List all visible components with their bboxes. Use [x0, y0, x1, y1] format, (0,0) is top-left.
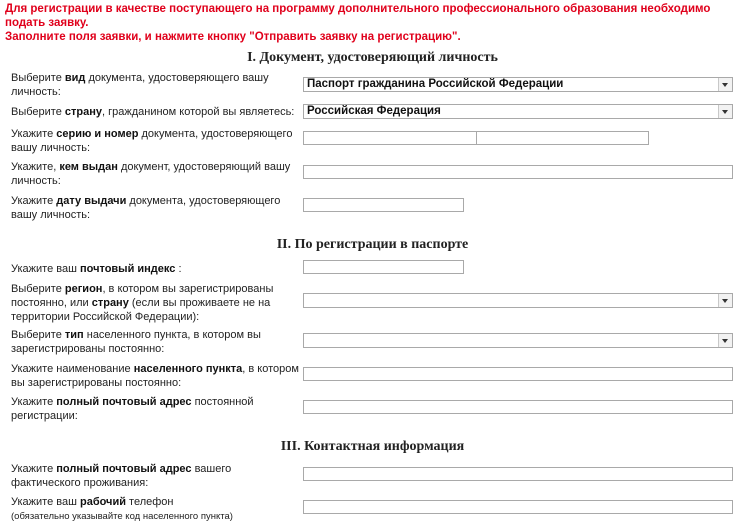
section-title-contacts: III. Контактная информация [280, 439, 465, 454]
issued-by-input[interactable] [303, 165, 733, 179]
locality-type-select[interactable] [303, 333, 733, 348]
postal-index-input[interactable] [303, 260, 464, 274]
chevron-down-icon [722, 299, 728, 303]
notice-line-2: Заполните поля заявки, и нажмите кнопку "Отправить заявку на регистрацию". [5, 31, 461, 43]
chevron-down-icon [722, 110, 728, 114]
issued-by-label: Укажите, кем выдан документ, удостоверяющий вашу личность: [11, 161, 291, 187]
region-label: Выберите регион, в котором вы зарегистрированы постоянно, или страну (если вы проживаете не на территории Российской Федерации): [11, 283, 274, 323]
registration-notice [5, 2, 735, 44]
locality-type-dropdown-arrow[interactable] [718, 334, 732, 347]
full-address-label: Укажите полный почтовый адрес постоянной регистрации: [11, 396, 254, 422]
document-series-input[interactable] [303, 131, 477, 145]
country-dropdown-arrow[interactable] [718, 105, 732, 118]
doc-type-select-value: Паспорт гражданина Российской Федерации [307, 78, 564, 90]
chevron-down-icon [722, 83, 728, 87]
postal-index-label: Укажите ваш почтовый индекс : [11, 263, 182, 275]
actual-address-label: Укажите полный почтовый адрес вашего фактического проживания: [11, 463, 232, 489]
notice-line-1: Для регистрации в качестве поступающего на программу дополнительного профессионального образования необходимо подать заявку. [5, 3, 711, 29]
series-number-label: Укажите серию и номер документа, удостоверяющего вашу личность: [11, 128, 293, 154]
region-select[interactable] [303, 293, 733, 308]
region-dropdown-arrow[interactable] [718, 294, 732, 307]
doc-type-dropdown-arrow[interactable] [718, 78, 732, 91]
section-title-registration: II. По регистрации в паспорте [276, 237, 469, 252]
locality-name-input[interactable] [303, 367, 733, 381]
country-label: Выберите страну, гражданином которой вы являетесь: [11, 106, 295, 118]
work-phone-note: (обязательно указывайте код населенного пункта) [11, 511, 233, 522]
section-title-document: I. Документ, удостоверяющий личность [247, 50, 498, 65]
locality-type-label: Выберите тип населенного пункта, в котором вы зарегистрированы постоянно: [11, 329, 261, 355]
issue-date-label: Укажите дату выдачи документа, удостоверяющего вашу личность: [11, 195, 281, 221]
country-select[interactable] [303, 104, 733, 119]
issue-date-input[interactable] [303, 198, 464, 212]
actual-address-input[interactable] [303, 467, 733, 481]
doc-type-select[interactable] [303, 77, 733, 92]
work-phone-label: Укажите ваш рабочий телефон (обязательно указывайте код населенного пункта) [11, 496, 233, 522]
full-address-input[interactable] [303, 400, 733, 414]
locality-name-label: Укажите наименование населенного пункта, в котором вы зарегистрированы постоянно: [11, 363, 299, 389]
document-number-input[interactable] [476, 131, 649, 145]
doc-type-label: Выберите вид документа, удостоверяющего вашу личность: [11, 72, 269, 98]
chevron-down-icon [722, 339, 728, 343]
country-select-value: Российская Федерация [307, 105, 441, 117]
work-phone-input[interactable] [303, 500, 733, 514]
